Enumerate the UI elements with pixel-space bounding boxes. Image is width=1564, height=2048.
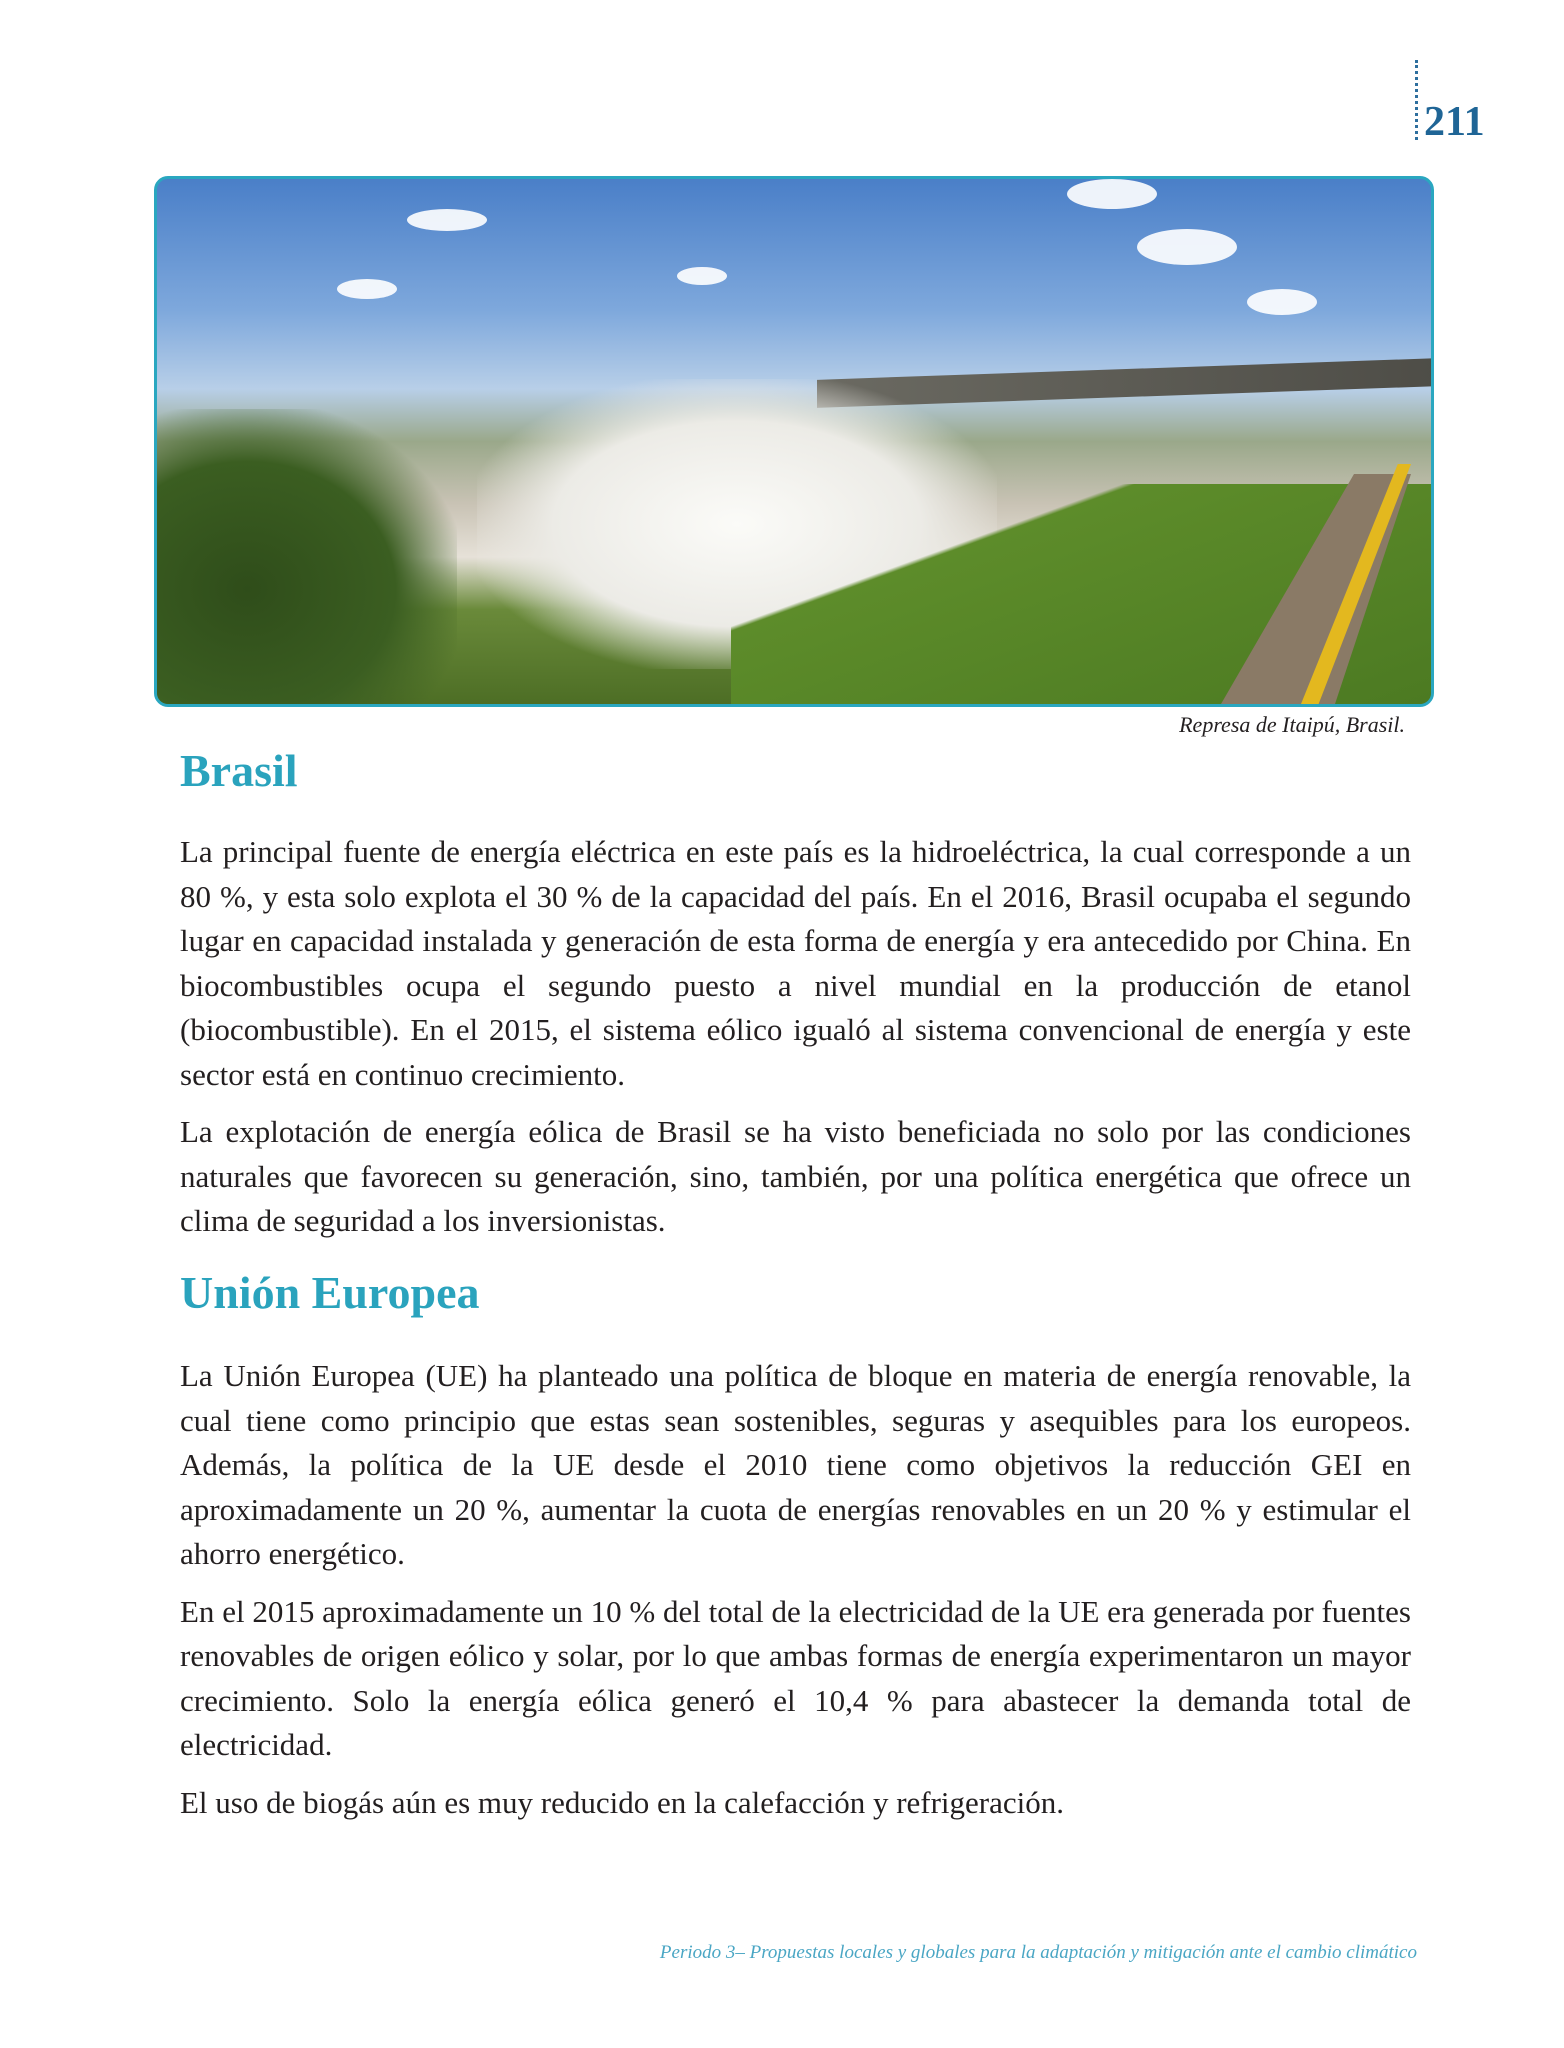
paragraph: La explotación de energía eólica de Brasil se ha visto beneficiada no solo por las condiciones naturales que favorecen su generación, sino, también, por una política energética que ofrece un clima de seguridad a los inversionistas.: [180, 1114, 1411, 1238]
page-number: 211: [1424, 99, 1485, 145]
paragraph: La principal fuente de energía eléctrica en este país es la hidroeléctrica, la cual corresponde a un 80 %, y esta solo explota el 30 % de la capacidad del país. En el 2016, Brasil ocupaba el segundo lugar en capacidad instalada y generación de esta forma de energía y era antecedido por China. En biocombustibles ocupa el segundo puesto a nivel mundial en la producción de etanol (biocombustible). En el 2015, el sistema eólico igualó al sistema convencional de energía y este sector está en continuo crecimiento.: [180, 834, 1411, 1092]
paragraph: En el 2015 aproximadamente un 10 % del total de la electricidad de la UE era generada por fuentes renovables de origen eólico y solar, por lo que ambas formas de energía experimentaron un mayor crecimiento. Solo la energía eólica generó el 10,4 % para abastecer la demanda total de electricidad.: [180, 1593, 1411, 1762]
section-body-union-europea: [180, 1354, 1411, 1838]
section-title-union-europea: Unión Europea: [180, 1267, 480, 1318]
itaipu-dam-photo: [154, 176, 1434, 707]
page-number-divider: [1415, 60, 1418, 140]
image-caption: Represa de Itaipú, Brasil.: [1179, 712, 1405, 737]
paragraph: El uso de biogás aún es muy reducido en la calefacción y refrigeración.: [180, 1784, 1064, 1820]
section-body-brasil: [180, 830, 1411, 1257]
running-footer: Periodo 3– Propuestas locales y globales para la adaptación y mitigación ante el cambio climático: [659, 1942, 1417, 1963]
section-title-brasil: Brasil: [180, 745, 298, 796]
paragraph: La Unión Europea (UE) ha planteado una política de bloque en materia de energía renovable, la cual tiene como principio que estas sean sostenibles, seguras y asequibles para los europeos. Además, la política de la UE desde el 2010 tiene como objetivos la reducción GEI en aproximadamente un 20 %, aumentar la cuota de energías renovables en un 20 % y estimular el ahorro energético.: [180, 1358, 1411, 1571]
